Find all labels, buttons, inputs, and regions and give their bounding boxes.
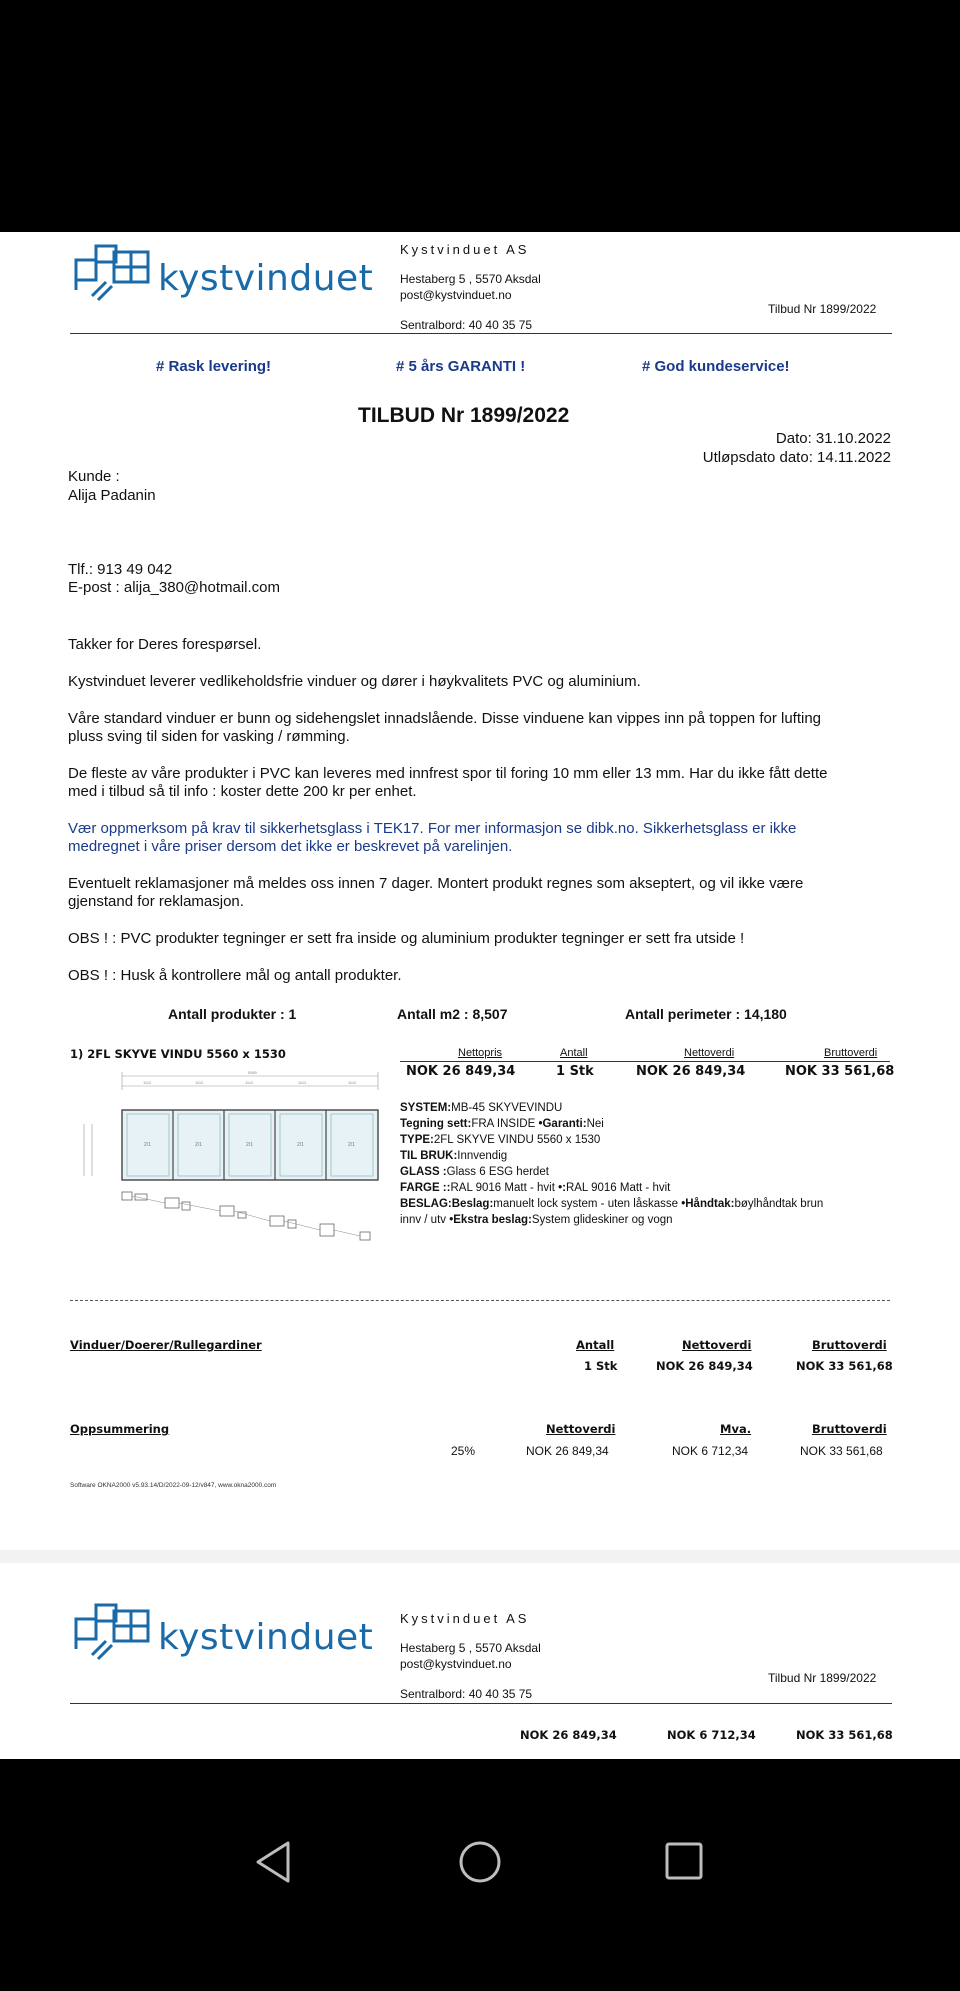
paragraph-safety-1: Vær oppmerksom på krav til sikkerhetsglass i TEK17. For mer informasjon se dibk.no. Sikkerhetsglass er ikke (68, 820, 797, 837)
spec-bruk-value: Innvendig (457, 1150, 508, 1162)
total-products: Antall produkter : 1 (168, 1006, 297, 1022)
product-drawing (70, 1066, 390, 1246)
spec-beslag-value: manuelt lock system - uten låskasse (493, 1198, 679, 1210)
spec-ekstra-key: •Ekstra beslag: (449, 1214, 532, 1226)
spec-type-key: TYPE: (400, 1134, 434, 1146)
spec-glass-value: Glass 6 ESG herdet (446, 1166, 549, 1178)
spec-handtak-value: bøylhåndtak brun (734, 1198, 824, 1210)
total-m2: Antall m2 : 8,507 (397, 1006, 508, 1022)
summary-nettoverdi: NOK 26 849,34 (656, 1359, 753, 1373)
tilbud-reference: Tilbud Nr 1899/2022 (768, 302, 877, 316)
tilbud-reference-page2: Tilbud Nr 1899/2022 (768, 1671, 877, 1685)
customer-email: E-post : alija_380@hotmail.com (68, 579, 280, 596)
paragraph-intro: Kystvinduet leverer vedlikeholdsfrie vinduer og dører i høykvalitets PVC og aluminium. (68, 673, 641, 690)
svg-text:2/1: 2/1 (348, 1142, 355, 1148)
recents-button[interactable] (664, 1841, 704, 1881)
document-page-1 (0, 232, 960, 1550)
paragraph-pvc-1: De fleste av våre produkter i PVC kan leveres med innfrest spor til foring 10 mm eller 13 mm. Har du ikke fått dette (68, 765, 828, 782)
slogan-guarantee: # 5 års GARANTI ! (396, 358, 526, 375)
customer-name: Alija Padanin (68, 487, 156, 504)
spec-system-value: MB-45 SKYVEVINDU (451, 1102, 563, 1114)
home-icon (458, 1840, 502, 1884)
summary-header-bruttoverdi: Bruttoverdi (812, 1338, 887, 1352)
summary-antall: 1 Stk (584, 1359, 618, 1373)
item-nettoverdi: NOK 26 849,34 (636, 1064, 746, 1079)
paragraph-standard-1: Våre standard vinduer er bunn og sidehengslet innadslående. Disse vinduene kan vippes inn på toppen for lufting (68, 710, 822, 727)
item-header-bruttoverdi: Bruttoverdi (824, 1047, 878, 1059)
spec-handtak-key: •Håndtak: (681, 1198, 735, 1210)
item-spec (400, 1100, 900, 1228)
paragraph-pvc-2: med i tilbud så til info : koster dette 200 kr per enhet. (68, 783, 417, 800)
recents-icon (664, 1841, 704, 1881)
spec-farge-value: RAL 9016 Matt - hvit (450, 1182, 555, 1194)
back-button[interactable] (254, 1839, 294, 1885)
company-email-page2: post@kystvinduet.no (400, 1657, 512, 1671)
oppsummering-mva: NOK 6 712,34 (672, 1444, 749, 1458)
spec-farge2-value: RAL 9016 Matt - hvit (565, 1182, 671, 1194)
company-email: post@kystvinduet.no (400, 288, 512, 302)
spec-garanti-value: Nei (586, 1118, 604, 1130)
paragraph-obs-drawings: OBS ! : PVC produkter tegninger er sett fra inside og aluminium produkter tegninger er sett fra utside ! (68, 930, 745, 947)
summary-bruttoverdi: NOK 33 561,68 (796, 1359, 893, 1373)
svg-text:1112: 1112 (245, 1080, 254, 1085)
home-button[interactable] (458, 1840, 502, 1884)
page2-bruttoverdi: NOK 33 561,68 (796, 1728, 893, 1742)
page2-nettoverdi: NOK 26 849,34 (520, 1728, 617, 1742)
logo-text: kystvinduet (158, 258, 374, 299)
spec-type-value: 2FL SKYVE VINDU 5560 x 1530 (433, 1134, 601, 1146)
paragraph-claims-2: gjenstand for reklamasjon. (68, 893, 244, 910)
item-header-nettoverdi: Nettoverdi (684, 1047, 735, 1059)
svg-text:2/1: 2/1 (195, 1142, 202, 1148)
paragraph-standard-2: pluss sving til siden for vasking / rømming. (68, 728, 350, 745)
company-logo (70, 238, 374, 318)
slogan-service: # God kundeservice! (642, 358, 790, 375)
oppsummering-bruttoverdi: NOK 33 561,68 (800, 1444, 883, 1458)
summary-header-antall: Antall (576, 1338, 615, 1352)
item-header-row (400, 1047, 890, 1062)
paragraph-thanks: Takker for Deres forespørsel. (68, 636, 262, 653)
oppsummering-header-nettoverdi: Nettoverdi (546, 1422, 616, 1436)
offer-title: TILBUD Nr 1899/2022 (358, 404, 570, 427)
oppsummering-rate: 25% (451, 1444, 476, 1458)
company-logo-page2 (70, 1597, 374, 1677)
item-title: 1) 2FL SKYVE VINDU 5560 x 1530 (70, 1047, 286, 1061)
oppsummering-nettoverdi: NOK 26 849,34 (526, 1444, 609, 1458)
navigation-bar (0, 1759, 960, 1991)
company-address: Hestaberg 5 , 5570 Aksdal (400, 272, 541, 286)
oppsummering-header-bruttoverdi: Bruttoverdi (812, 1422, 887, 1436)
total-perimeter: Antall perimeter : 14,180 (625, 1006, 787, 1022)
oppsummering-header-mva: Mva. (720, 1422, 752, 1436)
spec-glass-key: GLASS : (400, 1166, 447, 1178)
svg-text:2/1: 2/1 (246, 1142, 253, 1148)
svg-text:1112: 1112 (195, 1080, 204, 1085)
section-divider (70, 1300, 890, 1301)
customer-phone: Tlf.: 913 49 042 (68, 561, 173, 578)
spec-ekstra-value: System glideskiner og vogn (531, 1214, 673, 1226)
item-header-nettopris: Nettopris (458, 1047, 503, 1059)
spec-tegning-value: FRA INSIDE (471, 1118, 536, 1130)
paragraph-claims-1: Eventuelt reklamasjoner må meldes oss innen 7 dager. Montert produkt regnes som akseptert, og vil ikke være (68, 875, 804, 892)
company-address-page2: Hestaberg 5 , 5570 Aksdal (400, 1641, 541, 1655)
expiry-date: Utløpsdato dato: 14.11.2022 (702, 449, 891, 466)
svg-text:1112: 1112 (348, 1080, 357, 1085)
company-name-page2: Kystvinduet AS (400, 1611, 530, 1626)
spec-farge2-key: •: (558, 1182, 566, 1194)
logo-mark-icon (70, 238, 156, 314)
spec-system-key: SYSTEM: (400, 1102, 452, 1114)
slogan-delivery: # Rask levering! (156, 358, 272, 375)
spec-line2a: innv / utv (400, 1214, 447, 1226)
header-divider-page2 (70, 1703, 892, 1704)
svg-text:1112: 1112 (143, 1080, 152, 1085)
oppsummering-label: Oppsummering (70, 1422, 170, 1436)
item-header-antall: Antall (560, 1047, 588, 1059)
paragraph-safety-2: medregnet i våre priser dersom det ikke er beskrevet på varelinjen. (68, 838, 513, 855)
spec-beslag-key: BESLAG:Beslag: (400, 1198, 494, 1210)
document-page-2 (0, 1563, 960, 1759)
spec-garanti-key: •Garanti: (538, 1118, 587, 1130)
spec-farge-key: FARGE :: (400, 1182, 451, 1194)
customer-label: Kunde : (68, 468, 120, 485)
svg-text:5560: 5560 (248, 1070, 257, 1075)
item-bruttoverdi: NOK 33 561,68 (785, 1064, 895, 1079)
header-divider (70, 333, 892, 334)
company-name: Kystvinduet AS (400, 242, 530, 257)
svg-text:1112: 1112 (298, 1080, 307, 1085)
company-phone: Sentralbord: 40 40 35 75 (400, 318, 533, 332)
logo-text: kystvinduet (158, 1617, 374, 1658)
logo-mark-icon (70, 1597, 156, 1673)
back-icon (254, 1839, 294, 1885)
company-phone-page2: Sentralbord: 40 40 35 75 (400, 1687, 533, 1701)
svg-text:2/1: 2/1 (297, 1142, 304, 1148)
summary-category-label: Vinduer/Doerer/Rullegardiner (70, 1338, 262, 1352)
paragraph-obs-check: OBS ! : Husk å kontrollere mål og antall produkter. (68, 967, 402, 984)
summary-header-nettoverdi: Nettoverdi (682, 1338, 752, 1352)
svg-text:2/1: 2/1 (144, 1142, 151, 1148)
page2-mva: NOK 6 712,34 (667, 1728, 756, 1742)
spec-bruk-key: TIL BRUK: (400, 1150, 458, 1162)
software-footer: Software OKNA2000 v5.93.14/D/2022-09-12/v847, www.okna2000.com (70, 1482, 277, 1489)
item-antall: 1 Stk (556, 1064, 594, 1079)
page-gap (0, 1550, 960, 1563)
offer-date: Dato: 31.10.2022 (775, 430, 891, 447)
spec-tegning-key: Tegning sett: (400, 1118, 472, 1130)
item-nettopris: NOK 26 849,34 (406, 1064, 516, 1079)
